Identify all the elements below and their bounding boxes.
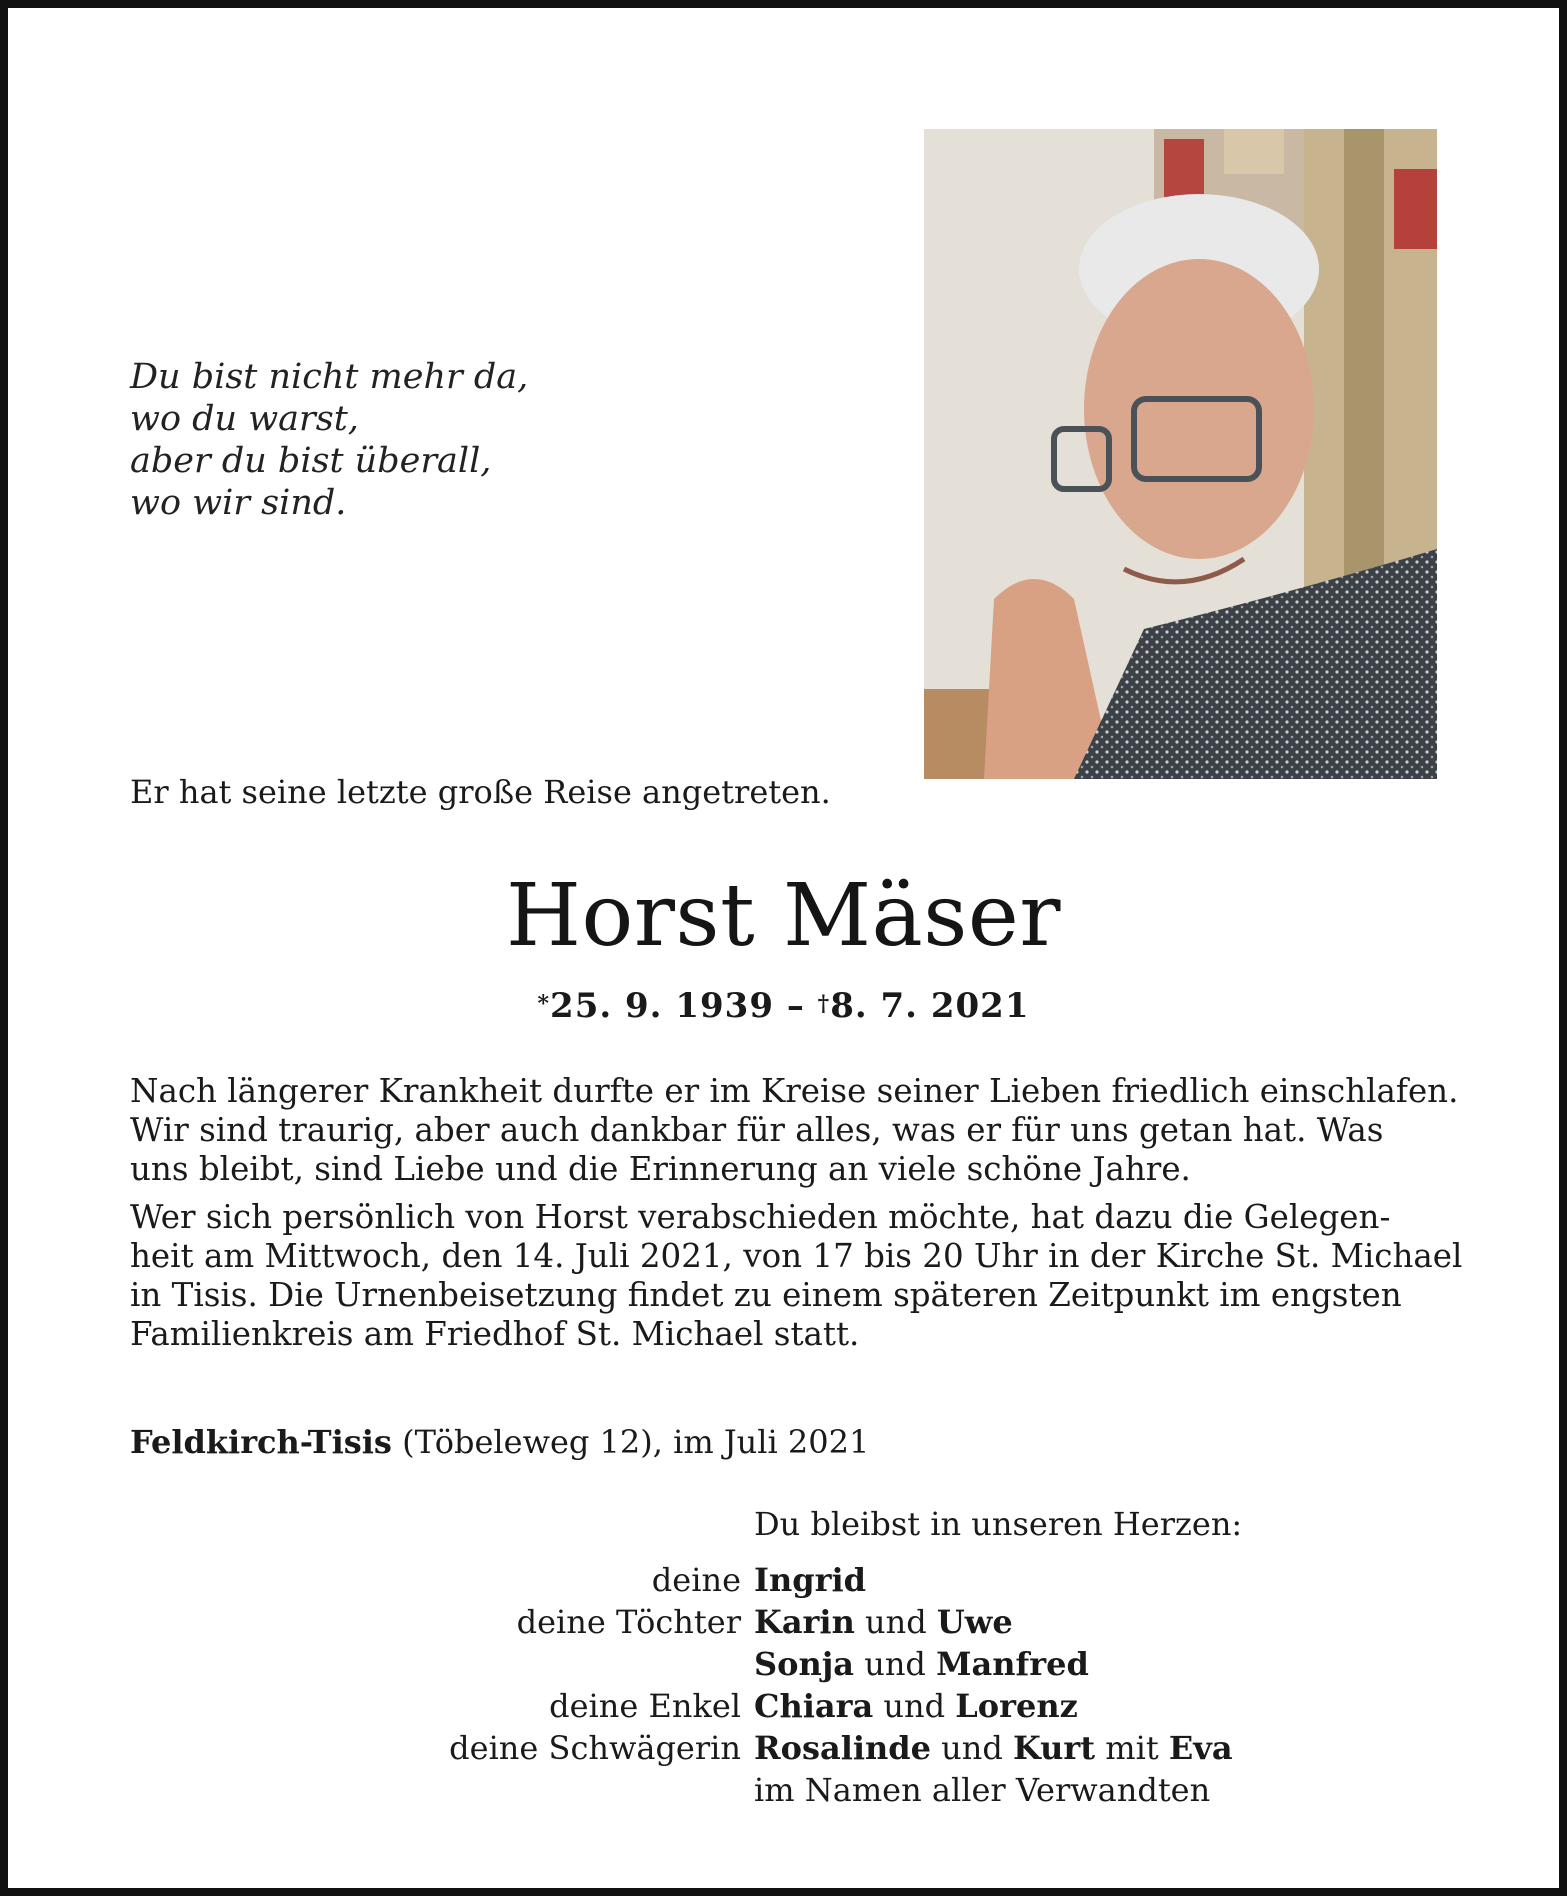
mourners-list [0, 1559, 1567, 1811]
mourner-names [754, 1769, 1210, 1811]
poem-line: Du bist nicht mehr da, [130, 357, 529, 397]
mourner-name: Kurt [1013, 1729, 1096, 1767]
place-town: Feldkirch-Tisis [130, 1423, 392, 1461]
text-line: Nach längerer Krankheit durfte er im Kreise seiner Lieben friedlich einschlafen. [130, 1072, 1459, 1110]
mourner-names [754, 1685, 1078, 1727]
paragraph-announcement [130, 1072, 1459, 1189]
mourner-relation: deine [651, 1561, 741, 1599]
mourner-name: Eva [1168, 1729, 1233, 1767]
death-date: 8. 7. 2021 [830, 986, 1030, 1026]
portrait-photo [924, 129, 1437, 779]
mourner-names [754, 1727, 1233, 1769]
birth-mark: * [537, 991, 551, 1017]
deceased-name: Horst Mäser [506, 866, 1061, 966]
date-separator: – [773, 986, 818, 1026]
mourner-names [754, 1559, 866, 1601]
mourner-row [0, 1685, 1567, 1727]
mourner-names [754, 1643, 1089, 1685]
mourner-join: und [854, 1603, 937, 1641]
place-address: (Töbeleweg 12), im Juli 2021 [391, 1423, 870, 1461]
poem-line: aber du bist überall, [130, 441, 492, 481]
mourner-name: Karin [754, 1603, 855, 1641]
journey-line: Er hat seine letzte große Reise angetreten. [130, 773, 831, 811]
hearts-line: Du bleibst in unseren Herzen: [754, 1505, 1243, 1543]
mourner-relation: deine Enkel [549, 1687, 741, 1725]
poem-line: wo wir sind. [130, 483, 347, 523]
text-line: Familienkreis am Friedhof St. Michael statt. [130, 1315, 860, 1353]
mourner-name: Chiara [754, 1687, 874, 1725]
text-line: uns bleibt, sind Liebe und die Erinnerung an viele schöne Jahre. [130, 1150, 1191, 1188]
poem-line: wo du warst, [130, 399, 359, 439]
paragraph-farewell [130, 1198, 1463, 1354]
mourner-row [0, 1727, 1567, 1769]
mourner-row [0, 1769, 1567, 1811]
text-line: in Tisis. Die Urnenbeisetzung findet zu einem späteren Zeitpunkt im engsten [130, 1276, 1402, 1314]
mourner-name: Lorenz [955, 1687, 1078, 1725]
death-mark: † [817, 991, 831, 1017]
poem [130, 356, 690, 524]
mourner-name: Sonja [754, 1645, 855, 1683]
mourner-names [754, 1601, 1013, 1643]
mourner-name: Manfred [936, 1645, 1089, 1683]
mourner-name: Rosalinde [754, 1729, 931, 1767]
mourner-row [0, 1643, 1567, 1685]
mourner-row [0, 1559, 1567, 1601]
mourner-join: mit [1095, 1729, 1169, 1767]
text-line: Wer sich persönlich von Horst verabschieden möchte, hat dazu die Gelegen- [130, 1198, 1391, 1236]
mourner-join: und [854, 1645, 937, 1683]
birth-date: 25. 9. 1939 [550, 986, 774, 1026]
mourner-join: und [873, 1687, 956, 1725]
mourner-join: und [931, 1729, 1014, 1767]
mourner-row [0, 1601, 1567, 1643]
place-date-line [130, 1422, 869, 1462]
portrait-illustration [924, 129, 1437, 779]
mourner-relation: deine Schwägerin [449, 1729, 741, 1767]
mourner-name: Uwe [936, 1603, 1013, 1641]
life-dates [0, 986, 1567, 1026]
mourner-join: im Namen aller Verwandten [754, 1771, 1211, 1809]
mourner-relation: deine Töchter [516, 1603, 741, 1641]
text-line: heit am Mittwoch, den 14. Juli 2021, von 17 bis 20 Uhr in der Kirche St. Michael [130, 1237, 1463, 1275]
text-line: Wir sind traurig, aber auch dankbar für alles, was er für uns getan hat. Was [130, 1111, 1384, 1149]
mourner-name: Ingrid [754, 1561, 866, 1599]
